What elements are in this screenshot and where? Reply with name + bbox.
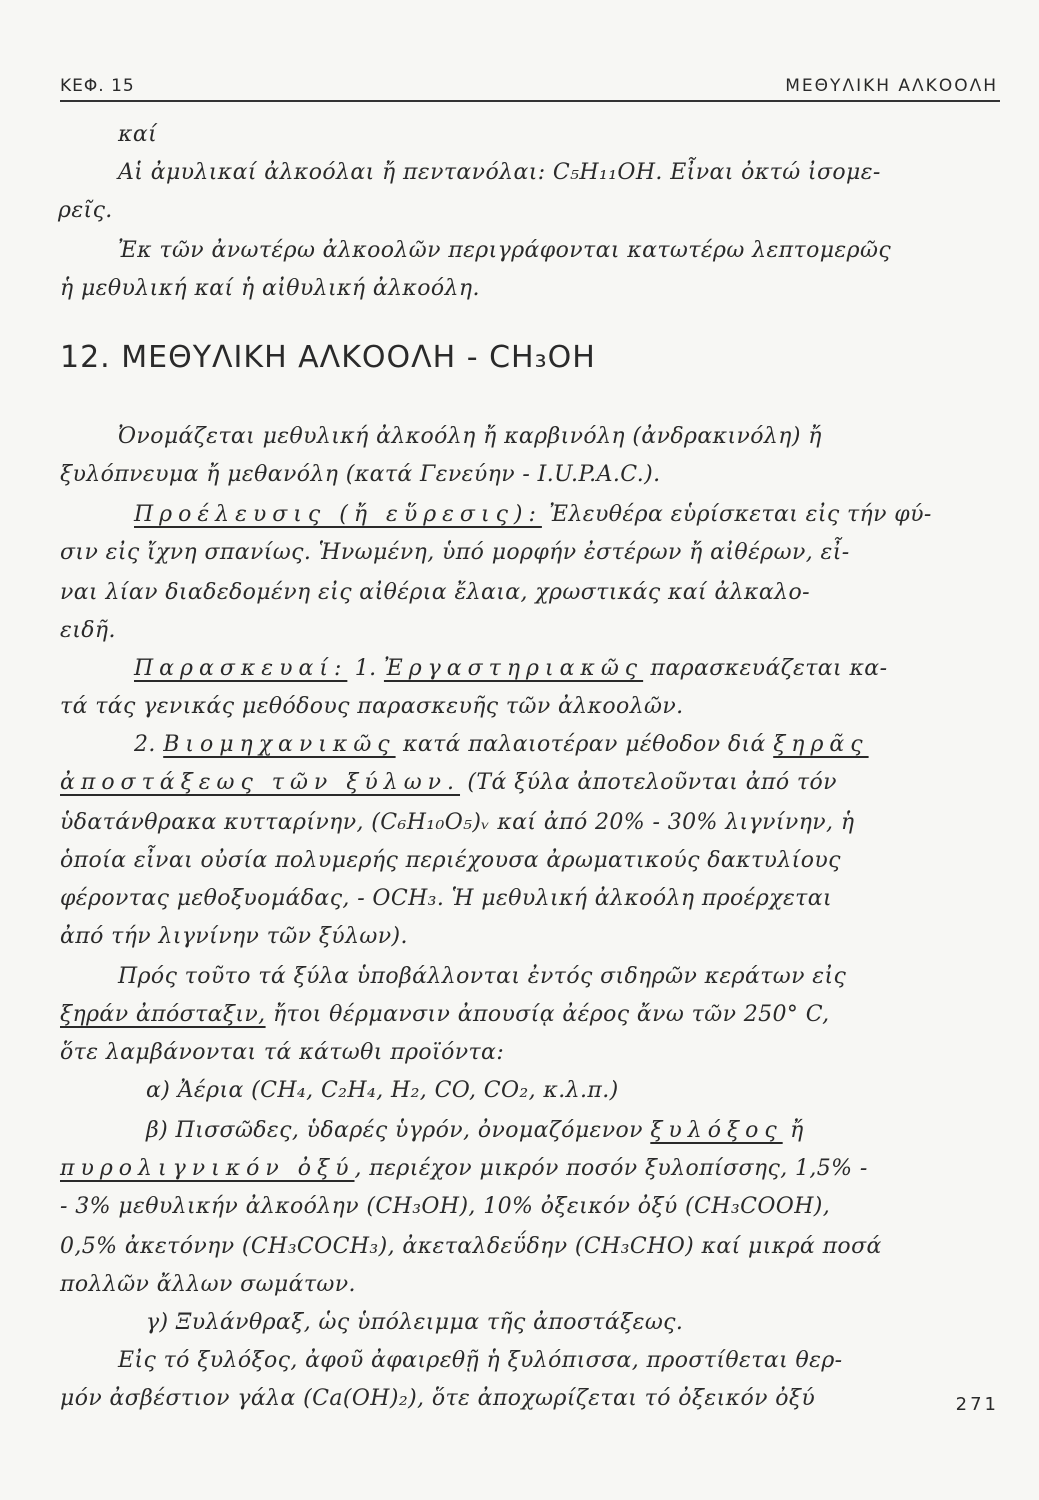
body-line-25: Εἰς τό ξυλόξος, ἀφοῦ ἀφαιρεθῇ ἡ ξυλόπισσα, προστίθεται θερ- — [118, 1348, 843, 1373]
page-number: 271 — [955, 1394, 999, 1415]
body-line-12: ὁποία εἶναι οὐσία πολυμερής περιέχουσα ἀρωματικούς δακτυλίους — [60, 848, 841, 873]
body-line-4: σιν εἰς ἴχνη σπανίως. Ἡνωμένη, ὑπό μορφήν ἐστέρων ἤ αἰθέρων, εἶ- — [60, 540, 850, 565]
body-line-17: ὅτε λαμβάνονται τά κάτωθι προϊόντα: — [60, 1040, 505, 1065]
page-header — [60, 74, 1000, 102]
body-line-15: Πρός τοῦτο τά ξύλα ὑποβάλλονται ἐντός σιδηρῶν κεράτων εἰς — [118, 964, 847, 989]
body-line-23: πολλῶν ἄλλων σωμάτων. — [60, 1272, 356, 1297]
body-line-9: 2. Βιομηχανικῶς κατά παλαιοτέραν μέθοδον διά ξηρᾶς — [134, 732, 869, 757]
origin-heading: Προέλευσις (ἤ εὕρεσις): — [134, 502, 542, 527]
body-line-10: ἀποστάξεως τῶν ξύλων. (Τά ξύλα ἀποτελοῦνται ἀπό τόν — [60, 770, 837, 795]
intro-line-1: καί — [118, 122, 158, 147]
industrial-heading: Βιομηχανικῶς — [163, 732, 396, 757]
running-title: ΜΕΘΥΛΙΚΗ ΑΛΚΟΟΛΗ — [785, 76, 998, 96]
intro-line-3: ρεῖς. — [58, 198, 113, 223]
intro-line-4: Ἐκ τῶν ἀνωτέρω ἀλκοολῶν περιγράφονται κατωτέρω λεπτομερῶς — [118, 238, 892, 263]
intro-line-2: Αἱ ἀμυλικαί ἀλκοόλαι ἤ πεντανόλαι: C₅H₁₁OH. Εἶναι ὀκτώ ἰσομε- — [118, 160, 881, 185]
body-line-5: ναι λίαν διαδεδομένη εἰς αἰθέρια ἔλαια, χρωστικάς καί ἀλκαλο- — [60, 580, 810, 605]
body-line-1: Ὀνομάζεται μεθυλική ἀλκοόλη ἤ καρβινόλη (ἀνδρακινόλη) ἤ — [118, 424, 822, 449]
body-line-3: Προέλευσις (ἤ εὕρεσις): Ἐλευθέρα εὑρίσκεται εἰς τήν φύ- — [134, 502, 932, 527]
body-line-16: ξηράν ἀπόσταξιν, ἤτοι θέρμανσιν ἀπουσίᾳ ἀέρος ἄνω τῶν 250° C, — [60, 1002, 830, 1027]
body-line-7: Παρασκευαί: 1. Ἐργαστηριακῶς παρασκευάζεται κα- — [134, 656, 888, 681]
body-line-22: 0,5% ἀκετόνην (CH₃COCH₃), ἀκεταλδεΰδην (CH₃CHO) καί μικρά ποσά — [60, 1234, 882, 1259]
body-line-13: φέροντας μεθοξυομάδας, - OCH₃. Ἡ μεθυλική ἀλκοόλη προέρχεται — [60, 886, 832, 911]
body-line-21: - 3% μεθυλικήν ἀλκοόλην (CH₃OH), 10% ὀξεικόν ὀξύ (CH₃COOH), — [60, 1194, 831, 1219]
laboratory-heading: Ἐργαστηριακῶς — [383, 656, 644, 681]
body-line-6: ειδῆ. — [60, 618, 116, 643]
body-line-14: ἀπό τήν λιγνίνην τῶν ξύλων). — [60, 924, 408, 949]
body-line-11: ὑδατάνθρακα κυτταρίνην, (C₆H₁₀O₅)ᵥ καί ἀπό 20% - 30% λιγνίνην, ἡ — [60, 810, 855, 835]
preparation-heading: Παρασκευαί: — [134, 656, 348, 681]
body-line-2: ξυλόπνευμα ἤ μεθανόλη (κατά Γενεύην - I.U.P.A.C.). — [60, 462, 661, 487]
body-line-24: γ) Ξυλάνθραξ, ὡς ὑπόλειμμα τῆς ἀποστάξεως. — [146, 1310, 684, 1335]
body-line-26: μόν ἀσβέστιον γάλα (Ca(OH)₂), ὅτε ἀποχωρίζεται τό ὀξεικόν ὀξύ — [60, 1386, 816, 1411]
body-line-8: τά τάς γενικάς μεθόδους παρασκευῆς τῶν ἀλκοολῶν. — [60, 694, 684, 719]
chapter-label: ΚΕΦ. 15 — [60, 76, 135, 96]
body-line-20: πυρολιγνικόν ὀξύ, περιέχον μικρόν ποσόν ξυλοπίσσης, 1,5% - — [60, 1156, 868, 1181]
intro-line-5: ἡ μεθυλική καί ἡ αἰθυλική ἀλκοόλη. — [60, 276, 480, 301]
section-title: 12. ΜΕΘΥΛΙΚΗ ΑΛΚΟΟΛΗ - CH₃OH — [60, 340, 596, 375]
body-line-18: α) Ἀέρια (CH₄, C₂H₄, H₂, CO, CO₂, κ.λ.π.) — [146, 1078, 619, 1103]
body-line-19: β) Πισσῶδες, ὑδαρές ὑγρόν, ὀνομαζόμενον ξυλόξος ἤ — [146, 1118, 804, 1143]
